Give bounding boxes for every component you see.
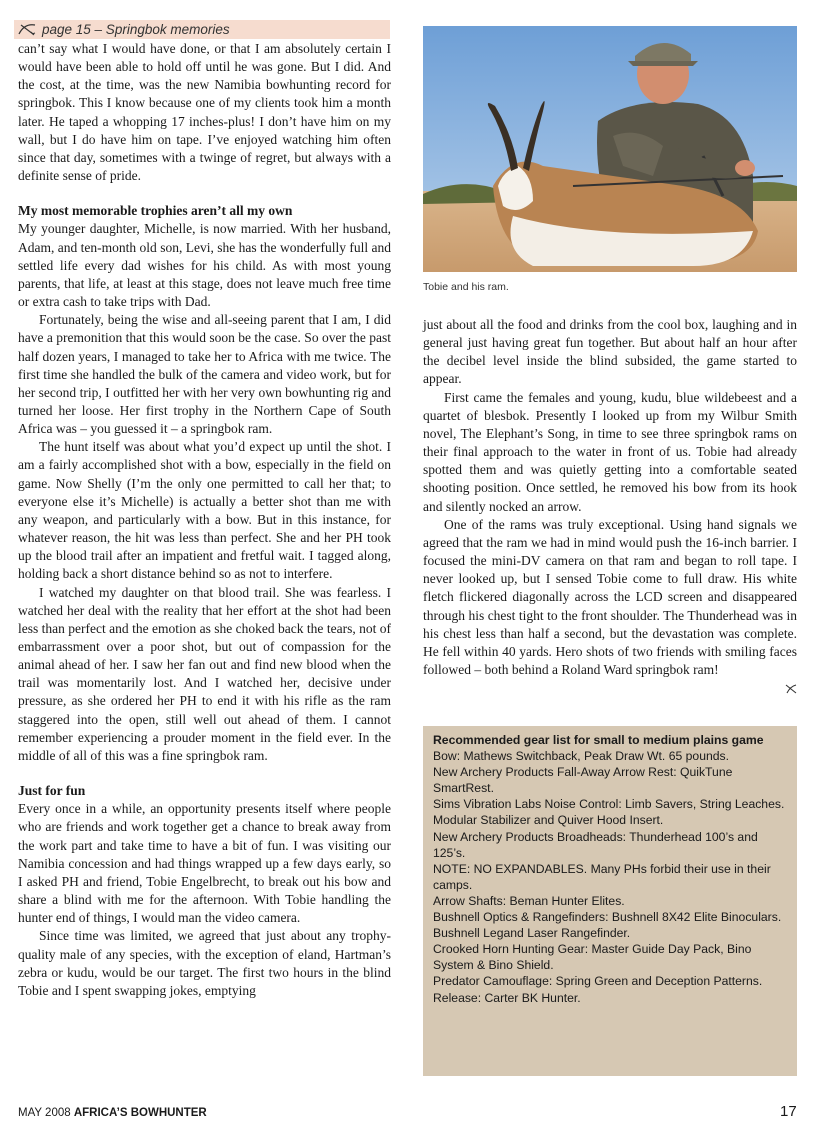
gear-item: Bow: Mathews Switchback, Peak Draw Wt. 65 pounds.	[433, 749, 730, 764]
end-of-article-icon	[784, 683, 798, 695]
gear-item: Sims Vibration Labs Noise Control: Limb Savers, String Leaches.	[433, 797, 785, 812]
hunter-photo	[423, 26, 797, 272]
gear-item: Predator Camouflage: Spring Green and Deception Patterns.	[433, 974, 763, 989]
paragraph: One of the rams was truly exceptional. Using hand signals we agreed that the ram we had in mind would push the 16-inch barrier. I focused the mini-DV camera on that ram and began to roll tape. I never looked up, but I sensed Tobie come to full draw. His white fletch flickered diagonally across the LCD screen and disappeared through his chest tight to the front shoulder. The Thunderhead was in his chest less than half a second, but the devastation was complete. He fell within 40 yards. Hero shots of two friends with smiling faces followed – both behind a Roland Ward springbok ram!	[423, 516, 797, 677]
magazine-name: AFRICA’S BOWHUNTER	[73, 1107, 207, 1119]
left-column	[18, 40, 391, 1000]
paragraph: First came the females and young, kudu, blue wildebeest and a quartet of blesbok. Presently I looked up from my Wilbur Smith novel, The Elephant’s Song, in time to see three springbok rams on their final approach to the water in front of us. Tobie had already spotted them and was quietly getting into a comfortable seated shooting position. Once settled, he removed his bow from its hook and silently nocked an arrow.	[423, 389, 797, 514]
gear-item: Bushnell Legand Laser Rangefinder.	[433, 926, 631, 941]
gear-item: Bushnell Optics & Rangefinders: Bushnell 8X42 Elite Binoculars.	[433, 910, 782, 925]
right-column	[423, 316, 797, 679]
photo-caption: Tobie and his ram.	[423, 281, 509, 293]
paragraph: Fortunately, being the wise and all-seeing parent that I am, I did have a premonition that this would soon be the case. So over the past half dozen years, I managed to take her to Africa with me twice. The first time she handled the bulk of the camera and video work, but for her second trip, I outfitted her with her very own bowhunting rig and turned her loose. Her first trophy in the Northern Cape of South Africa was – you guessed it – a springbok ram.	[18, 312, 391, 437]
footer-issue	[18, 1107, 207, 1119]
bowhunter-logo-icon	[17, 22, 37, 37]
paragraph: just about all the food and drinks from the cool box, laughing and in general just having great fun together. But about half an hour after the decibel level inside the blind subsided, the game started to appear.	[423, 317, 797, 387]
paragraph: I watched my daughter on that blood trail. She was fearless. I watched her deal with the reality that her effort at the shot had been less than perfect and the emotion as she choked back the tears, not of embarrassment over a poor shot, but out of compassion for the animal ahead of her. I saw her fan out and find new blood when the trail was momentarily lost. And I watched her, decisive under pressure, as she ordered her PH to end it with his rifle as the ram staggered into the open, still well out ahead of them. I cannot remember experiencing a prouder moment in the field ever. In the middle of all of this was a fine springbok ram.	[18, 584, 391, 763]
paragraph: can’t say what I would have done, or that I am absolutely certain I would have been able to hold off until he was gone. But I did. And the cost, at the time, was the new Namibia bowhunting record for springbok. This I know because one of my clients took him a month later. He taped a whopping 17 inches-plus! I don’t have him on my wall, but I do have him on tape. I’ve enjoyed watching him often since that day, sometimes with a twinge of regret, but always with a definite sense of pride.	[18, 41, 391, 184]
section-header	[14, 20, 390, 39]
paragraph: The hunt itself was about what you’d expect up until the shot. I am a fairly accomplished shot with a bow, especially in the field on game. Now Shelly (I’m the only one permitted to call her that; to everyone else it’s Michelle) is actually a better shot than me with any weapon, and particularly with a bow. But in this instance, for whatever reason, the hit was less than perfect. She and her PH took up the blood trail after an impatient and fretful wait. I tagged along, holding back a short distance behind so as not to interfere.	[18, 439, 391, 582]
gear-list-box	[423, 726, 797, 1076]
paragraph: Since time was limited, we agreed that just about any trophy-quality male of any species, with the exception of eland, Hartman’s zebra or kudu, would be our target. The first two hours in the blind Tobie and I spent swapping jokes, emptying	[18, 928, 391, 998]
gear-list-title: Recommended gear list for small to medium plains game	[433, 733, 764, 747]
gear-list-items	[433, 748, 787, 1006]
gear-item: Arrow Shafts: Beman Hunter Elites.	[433, 893, 625, 908]
gear-item: Release: Carter BK Hunter.	[433, 990, 581, 1005]
paragraph: Every once in a while, an opportunity presents itself where people who are friends and work together get a chance to break away from the work part and take time to have a bit of fun. I was visiting our Namibia concession and had things wrapped up a few days early, so I asked PH and friend, Tobie Engelbrecht, to break out his bow and share a blind with me for the afternoon. With Tobie handling the hunter end of things, I would man the video camera.	[18, 801, 391, 926]
gear-item: Modular Stabilizer and Quiver Hood Insert.	[433, 813, 664, 828]
issue-date: MAY 2008	[18, 1107, 71, 1119]
gear-item: Crooked Horn Hunting Gear: Master Guide Day Pack, Bino System & Bino Shield.	[433, 942, 752, 973]
section-title: page 15 – Springbok memories	[42, 22, 230, 37]
subheading: My most memorable trophies aren’t all my own	[18, 203, 293, 219]
page-number: 17	[780, 1103, 797, 1120]
gear-item: NOTE: NO EXPANDABLES. Many PHs forbid their use in their camps.	[433, 861, 771, 892]
gear-item: New Archery Products Fall-Away Arrow Rest: QuikTune SmartRest.	[433, 765, 733, 796]
paragraph: My younger daughter, Michelle, is now married. With her husband, Adam, and ten-month old son, Levi, she has the wonderfully full and settled life every dad wishes for his child. As with most young parents, that life, at least at this stage, does not leave much free time or extra cash to take trips with Dad.	[18, 221, 391, 310]
gear-item: New Archery Products Broadheads: Thunderhead 100’s and 125’s.	[433, 829, 758, 860]
subheading: Just for fun	[18, 783, 86, 799]
